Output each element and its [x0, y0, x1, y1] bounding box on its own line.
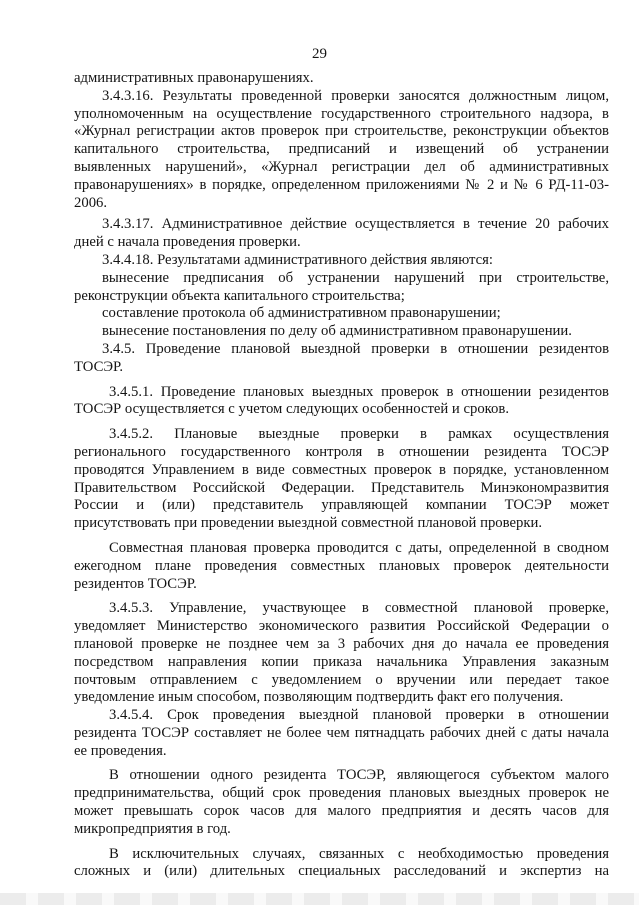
text-line: ТОСЭР.: [74, 358, 124, 375]
text-line: 3.4.4.18. Результатами административного действия являются:: [102, 251, 493, 268]
text-line: микропредприятия в год.: [74, 820, 231, 837]
text-line: 3.4.5. Проведение плановой выездной проверки в отношении резидентов: [102, 340, 609, 357]
text-line: может превышать сорок часов для малого предприятия и десять часов для: [74, 803, 609, 820]
text-line: ежегодном плане проведения совместных плановых проверок деятельности: [74, 557, 609, 574]
text-line: почтовым отправлением с уведомлением о вручении или передает такое: [74, 671, 609, 688]
text-line: России и (или) представитель управляющей компании ТОСЭР может: [74, 497, 609, 514]
text-line: 3.4.5.4. Срок проведения выездной плановой проверки в отношении: [109, 707, 609, 724]
text-line: присутствовать при проведении выездной совместной плановой проверки.: [74, 515, 543, 532]
text-line: посредством направления копии приказа начальника Управления заказным: [74, 653, 609, 670]
text-line: 3.4.5.1. Проведение плановых выездных проверок в отношении резидентов: [109, 383, 609, 400]
text-line: уведомляет Министерство экономического развития Российской Федерации о: [74, 618, 609, 635]
text-line: уведомление иным способом, позволяющим подтвердить факт его получения.: [74, 689, 564, 706]
text-line: сложных и (или) длительных специальных расследований и экспертиз на: [74, 863, 609, 880]
text-line: 3.4.5.3. Управление, участвующее в совместной плановой проверке,: [109, 600, 609, 617]
text-line: предпринимательства, общий срок проведения плановых выездных проверок не: [74, 785, 609, 802]
text-line: выявленных нарушений», «Журнал регистрации дел об административных: [74, 158, 609, 175]
text-line: регионального государственного контроля в отношении резидента ТОСЭР: [74, 443, 609, 460]
text-line: проводятся Управлением в виде совместных проверок в порядке, установленном: [74, 461, 609, 478]
text-line: правонарушениях» в порядке, определенном приложениями № 2 и № 6 РД-11-03-: [74, 176, 609, 193]
text-line: вынесение постановления по делу об административном правонарушении.: [102, 323, 572, 340]
text-line: вынесение предписания об устранении нарушений при строительстве,: [102, 269, 609, 286]
text-line: Совместная плановая проверка проводится с даты, определенной в сводном: [109, 539, 609, 556]
page-number: 29: [312, 46, 327, 62]
text-line: капитального строительства, предписаний и извещений об устранении: [74, 141, 609, 158]
scan-edge-artifact: [0, 893, 639, 905]
text-line: 3.4.5.2. Плановые выездные проверки в рамках осуществления: [109, 426, 609, 443]
text-line: В отношении одного резидента ТОСЭР, являющегося субъектом малого: [109, 767, 609, 784]
text-line: 3.4.3.16. Результаты проведенной проверки заносятся должностным лицом,: [102, 87, 609, 104]
text-line: резидентов ТОСЭР.: [74, 575, 197, 592]
text-line: «Журнал регистрации актов проверок при строительстве, реконструкции объектов: [74, 123, 609, 140]
text-line: резидента ТОСЭР составляет не более чем пятнадцать рабочих дней с даты начала: [74, 724, 609, 741]
text-line: В исключительных случаях, связанных с необходимостью проведения: [109, 845, 609, 862]
text-line: ТОСЭР осуществляется с учетом следующих особенностей и сроков.: [74, 401, 510, 418]
text-line: дней с начала проведения проверки.: [74, 234, 301, 251]
text-line: административных правонарушениях.: [74, 70, 314, 86]
text-line: ее проведения.: [74, 742, 167, 759]
text-line: реконструкции объекта капитального строительства;: [74, 287, 405, 304]
text-line: 2006.: [74, 194, 108, 211]
text-line: Правительством Российской Федерации. Представитель Минэкономразвития: [74, 479, 609, 496]
text-line: уполномоченным на осуществление государственного строительного надзора, в: [74, 105, 609, 122]
text-line: 3.4.3.17. Административное действие осуществляется в течение 20 рабочих: [102, 216, 609, 233]
document-body: [74, 70, 609, 881]
text-line: составление протокола об административном правонарушении;: [102, 305, 501, 322]
text-line: плановой проверке не позднее чем за 3 рабочих дня до начала ее проведения: [74, 635, 609, 652]
